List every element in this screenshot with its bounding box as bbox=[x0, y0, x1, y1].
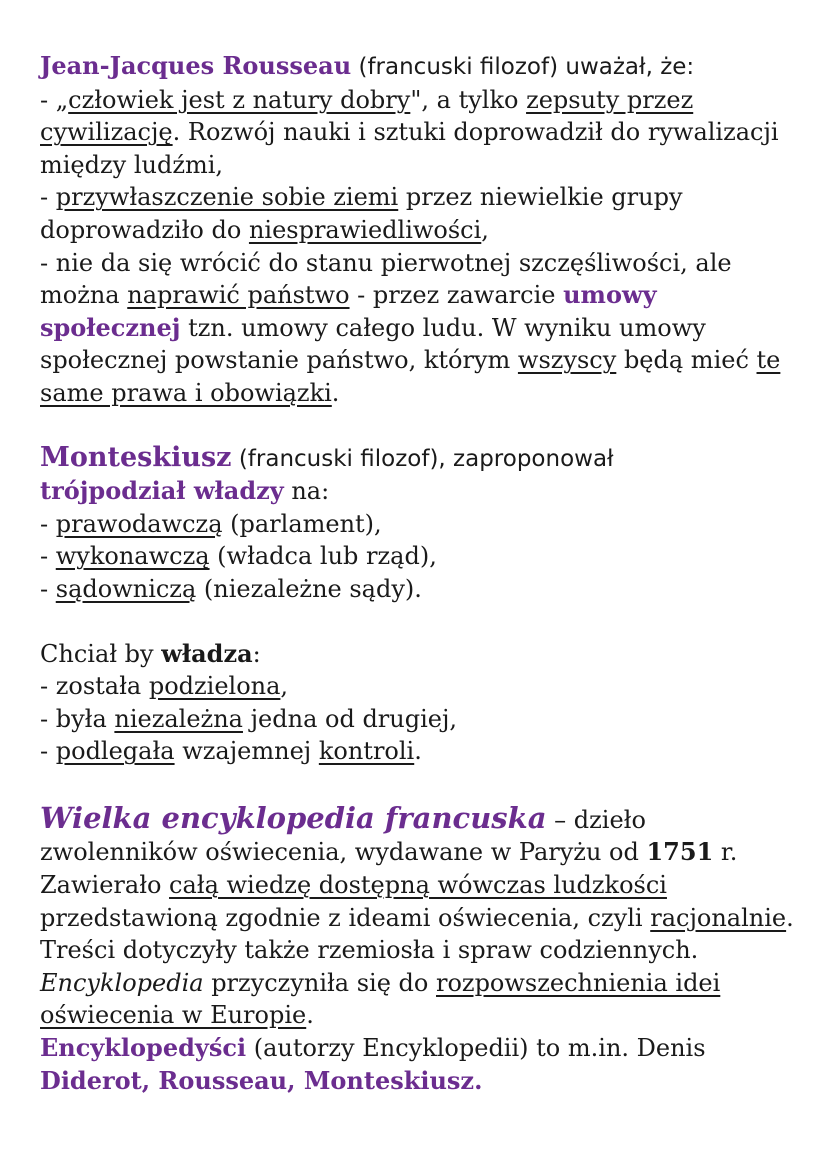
year-1751: 1751 bbox=[646, 837, 714, 867]
rousseau-descriptor: (francuski filozof) uważał, że: bbox=[351, 54, 695, 80]
text: : bbox=[252, 639, 261, 668]
divided: podzielona bbox=[148, 672, 281, 701]
rousseau-name: Jean-Jacques Rousseau bbox=[40, 51, 352, 80]
text: - nie da się wrócić do stanu pierwotnej szczęśliwości, ale można bbox=[40, 248, 732, 310]
text: - „ bbox=[40, 85, 69, 114]
text: wzajemnej bbox=[174, 737, 319, 766]
spacer bbox=[40, 410, 800, 442]
text: na: bbox=[283, 477, 330, 506]
text: jedna od drugiej, bbox=[242, 704, 458, 733]
encyclopedia-italic: Encyklopedia bbox=[40, 968, 204, 997]
all-knowledge: całą wiedzę dostępną wówczas ludzkości bbox=[169, 871, 667, 900]
fix-state: naprawić państwo bbox=[127, 281, 350, 310]
text: będą mieć bbox=[616, 346, 757, 375]
text: r. Zawierało bbox=[40, 838, 738, 900]
injustice: niesprawiedliwości bbox=[248, 215, 482, 244]
text: (władca lub rząd), bbox=[209, 542, 437, 571]
power-executive: wykonawczą bbox=[55, 542, 210, 571]
social-contract: umowy społecznej bbox=[40, 280, 657, 342]
power-judicial: sądowniczą bbox=[55, 574, 197, 603]
text: ", a tylko bbox=[410, 85, 527, 114]
text: (parlament), bbox=[222, 509, 382, 538]
text: tzn. umowy całego ludu. W wyniku umowy społecznej powstanie państwo, którym bbox=[40, 313, 706, 375]
spacer bbox=[40, 606, 800, 638]
encyclopedists: Encyklopedyści bbox=[40, 1033, 247, 1063]
document-page bbox=[40, 50, 800, 1097]
text: . bbox=[331, 378, 340, 407]
text: przyczyniła się do bbox=[203, 968, 436, 997]
quote-natural-good: człowiek jest z natury dobry bbox=[68, 85, 411, 114]
text: – dzieło zwolenników oświecenia, wydawane w Paryżu od bbox=[40, 805, 647, 867]
text: , bbox=[481, 215, 489, 244]
text: (autorzy Encyklopedii) to m.in. Denis bbox=[246, 1034, 706, 1063]
land-appropriation: przywłaszczenie sobie ziemi bbox=[55, 183, 399, 212]
same-rights: te same prawa i obowiązki bbox=[40, 346, 781, 407]
power-legislative: prawodawczą bbox=[55, 509, 223, 538]
text: - została bbox=[40, 672, 149, 701]
montesquieu-name: Monteskiusz bbox=[40, 441, 232, 473]
text: - bbox=[40, 542, 56, 571]
text: - bbox=[40, 183, 56, 212]
text: przez niewielkie grupy doprowadziło do bbox=[40, 183, 683, 244]
text: . bbox=[414, 737, 422, 766]
rationally: racjonalnie bbox=[650, 903, 787, 932]
text: - bbox=[40, 509, 56, 538]
text: - bbox=[40, 737, 56, 766]
text: . Rozwój nauki i sztuki doprowadził do rywalizacji między ludźmi, bbox=[40, 118, 779, 179]
independent: niezależna bbox=[114, 704, 243, 733]
text: . Treści dotyczyły także rzemiosła i spraw codziennych. bbox=[40, 903, 794, 965]
subject-to: podlegała bbox=[55, 737, 175, 766]
encyclopedist-names: Diderot, Rousseau, Monteskiusz. bbox=[40, 1065, 483, 1095]
text: przedstawioną zgodnie z ideami oświecenia, czyli bbox=[40, 903, 651, 932]
separation-of-powers: trójpodział władzy bbox=[40, 476, 284, 506]
text: , bbox=[280, 672, 289, 701]
text: - bbox=[40, 574, 56, 603]
text: . bbox=[306, 1001, 314, 1030]
corrupted-by-civilization: zepsuty przez cywilizację bbox=[40, 85, 694, 147]
encyclopedia-title: Wielka encyklopedia francuska bbox=[40, 800, 547, 835]
spread-of-enlightenment: rozpowszechnienia idei oświecenia w Europie bbox=[40, 968, 721, 1030]
text: Chciał by bbox=[40, 639, 162, 668]
power-word: władza bbox=[161, 638, 253, 668]
encyclopedia-paragraph bbox=[40, 802, 800, 1097]
everyone: wszyscy bbox=[517, 346, 617, 375]
spacer bbox=[40, 768, 800, 802]
control: kontroli bbox=[318, 737, 415, 766]
montesquieu-paragraph bbox=[40, 442, 800, 606]
text: - była bbox=[40, 704, 115, 733]
rousseau-paragraph bbox=[40, 50, 800, 410]
montesquieu-descriptor: (francuski filozof), zaproponował bbox=[231, 445, 614, 472]
text: - przez zawarcie bbox=[349, 281, 564, 310]
wanted-paragraph bbox=[40, 638, 800, 768]
text: (niezależne sądy). bbox=[196, 574, 422, 603]
